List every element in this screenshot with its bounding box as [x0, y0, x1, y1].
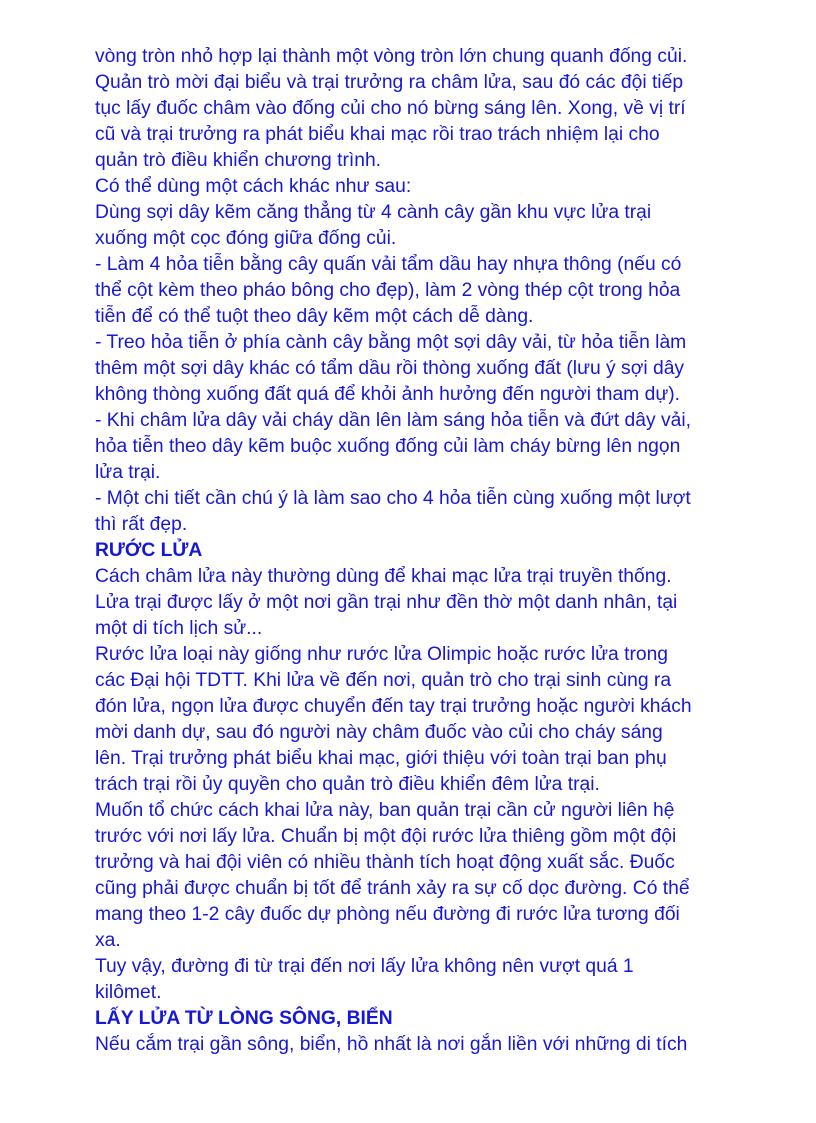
- text-line: trưởng và hai đội viên có nhiều thành tích hoạt động xuất sắc. Đuốc: [95, 852, 675, 873]
- text-line: mời danh dự, sau đó người này châm đuốc vào củi cho cháy sáng: [95, 722, 663, 743]
- text-line: lửa trại.: [95, 462, 161, 483]
- text-line: thêm một sợi dây khác có tẩm dầu rồi thòng xuống đất (lưu ý sợi dây: [95, 358, 685, 379]
- text-line: xuống một cọc đóng giữa đống củi.: [95, 228, 397, 249]
- text-line: Rước lửa loại này giống như rước lửa Olimpic hoặc rước lửa trong: [95, 644, 669, 665]
- text-line: - Làm 4 hỏa tiễn bằng cây quấn vải tẩm dầu hay nhựa thông (nếu có: [95, 254, 682, 275]
- text-line: thì rất đẹp.: [95, 514, 188, 535]
- section-heading: LẤY LỬA TỪ LÒNG SÔNG, BIỂN: [95, 1008, 393, 1029]
- text-line: trách trại rồi ủy quyền cho quản trò điều khiển đêm lửa trại.: [95, 774, 600, 795]
- text-line: đón lửa, ngọn lửa được chuyển đến tay trại trưởng hoặc người khách: [95, 696, 692, 717]
- text-line: mang theo 1-2 cây đuốc dự phòng nếu đường đi rước lửa tương đối: [95, 904, 680, 925]
- text-line: Muốn tổ chức cách khai lửa này, ban quản trại cần cử người liên hệ: [95, 800, 675, 821]
- text-line: Tuy vậy, đường đi từ trại đến nơi lấy lửa không nên vượt quá 1: [95, 956, 634, 977]
- text-line: cũng phải được chuẩn bị tốt để tránh xảy ra sự cố dọc đường. Có thể: [95, 878, 690, 899]
- text-line: - Khi châm lửa dây vải cháy dần lên làm sáng hỏa tiễn và đứt dây vải,: [95, 410, 692, 431]
- text-line: - Một chi tiết cần chú ý là làm sao cho 4 hỏa tiễn cùng xuống một lượt: [95, 488, 691, 509]
- section-heading: RƯỚC LỬA: [95, 540, 203, 561]
- text-line: cũ và trại trưởng ra phát biểu khai mạc rồi trao trách nhiệm lại cho: [95, 124, 660, 145]
- text-line: Cách châm lửa này thường dùng để khai mạc lửa trại truyền thống.: [95, 566, 672, 587]
- document-page: [95, 44, 765, 1058]
- text-line: xa.: [95, 930, 121, 951]
- text-line: lên. Trại trưởng phát biểu khai mạc, giới thiệu với toàn trại ban phụ: [95, 748, 667, 769]
- text-line: Lửa trại được lấy ở một nơi gần trại như đền thờ một danh nhân, tại: [95, 592, 678, 613]
- text-line: - Treo hỏa tiễn ở phía cành cây bằng một sợi dây vải, từ hỏa tiễn làm: [95, 332, 687, 353]
- text-line: tiễn để có thể tuột theo dây kẽm một cách dễ dàng.: [95, 306, 534, 327]
- text-line: hỏa tiễn theo dây kẽm buộc xuống đống củi làm cháy bừng lên ngọn: [95, 436, 681, 457]
- text-line: không thòng xuống đất quá để khỏi ảnh hưởng đến người tham dự).: [95, 384, 681, 405]
- text-line: kilômet.: [95, 982, 162, 1003]
- text-line: vòng tròn nhỏ hợp lại thành một vòng tròn lớn chung quanh đống củi.: [95, 46, 688, 67]
- text-line: Dùng sợi dây kẽm căng thẳng từ 4 cành cây gần khu vực lửa trại: [95, 202, 652, 223]
- text-line: tục lấy đuốc châm vào đống củi cho nó bừng sáng lên. Xong, về vị trí: [95, 98, 686, 119]
- text-line: các Đại hội TDTT. Khi lửa về đến nơi, quản trò cho trại sinh cùng ra: [95, 670, 672, 691]
- text-line: Có thể dùng một cách khác như sau:: [95, 176, 412, 197]
- text-line: Quản trò mời đại biểu và trại trưởng ra châm lửa, sau đó các đội tiếp: [95, 72, 684, 93]
- text-line: trước với nơi lấy lửa. Chuẩn bị một đội rước lửa thiêng gồm một đội: [95, 826, 677, 847]
- text-line: một di tích lịch sử...: [95, 618, 263, 639]
- text-line: Nếu cắm trại gần sông, biển, hồ nhất là nơi gắn liền với những di tích: [95, 1034, 688, 1055]
- text-line: thể cột kèm theo pháo bông cho đẹp), làm 2 vòng thép cột trong hỏa: [95, 280, 681, 301]
- text-line: quản trò điều khiển chương trình.: [95, 150, 382, 171]
